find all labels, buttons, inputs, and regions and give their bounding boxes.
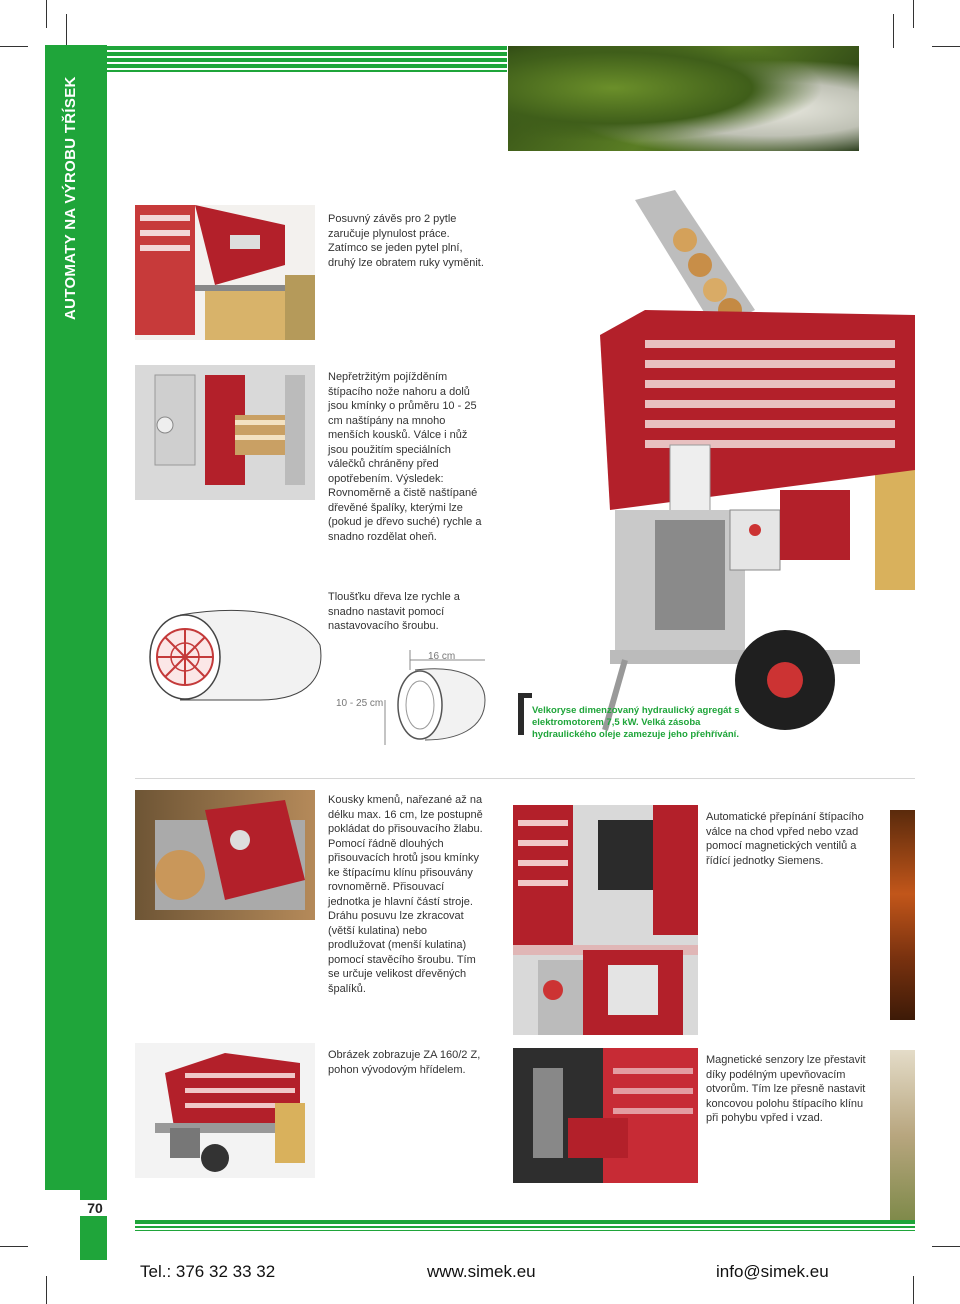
splitting-rollers-photo [135, 365, 315, 500]
wood-photo [890, 1050, 915, 1220]
header-stripes [107, 46, 507, 72]
text-bag-holder: Posuvný závěs pro 2 pytle zaručuje plynulost práce. Zatímco se jeden pytel plní, druhý lze obratem ruky vyměnit. [328, 213, 484, 269]
crop-mark [46, 1276, 47, 1304]
sidebar-title: AUTOMATY NA VÝROBU TŘÍSEK [62, 76, 79, 320]
crop-mark [0, 46, 28, 47]
crop-mark [0, 1246, 28, 1247]
valves-photo [513, 805, 698, 1035]
text-thickness: Tloušťku dřeva lze rychle a snadno nastavit pomocí nastavovacího šroubu. [328, 591, 460, 632]
oak-leaves-photo [508, 46, 859, 151]
text-sensors: Magnetické senzory lze přestavit díky podélným upevňovacím otvorům. Tím lze přesně nastavit koncovou polohu štípacího klínu při pohybu vpřed i vzad. [706, 1054, 866, 1124]
footer-website[interactable]: www.simek.eu [427, 1262, 536, 1281]
footer-email[interactable]: info@simek.eu [716, 1262, 829, 1281]
text-feed: Kousky kmenů, nařezané až na délku max. 16 cm, lze postupně pokládat do přisouvacího žlabu. Pomocí řádně dlouhých přisouvacích hrotů jsou kmínky ke štípacímu klínu přisouvány rovnoměrně. Přisouvací jednotka je hlavní částí stroje. Dráhu posuvu lze zkracovat (větší kulatina) nebo prodlužovat (menší kulatina) pomocí stavěcího šroubu. Tím se určuje velikost dřevěných špalíků. [328, 794, 483, 995]
splitting-machine-photo [515, 190, 915, 750]
crop-mark [932, 1246, 960, 1247]
text-splitting: Nepřetržitým pojížděním štípacího nože nahoru a dolů jsou kmínky o průměru 10 - 25 cm naštípány na mnoho menších kousků. Válce i nůž jsou použitím speciálních válečků chráněny před opotřebením. Výsledek: Rovnoměrně a čistě naštípané dřevěné špalíky, kterými lze (pokud je dřevo suché) rychle a snadno rozdělat oheň. [328, 371, 482, 543]
crop-mark [913, 0, 914, 28]
crop-mark [913, 1276, 914, 1304]
crop-mark [46, 0, 47, 28]
length-label: 16 cm [428, 651, 456, 662]
bag-holder-photo [135, 205, 315, 340]
log-illustration [140, 605, 330, 705]
diameter-label: 10 - 25 cm [336, 698, 384, 709]
bottom-stripes [135, 1220, 915, 1234]
text-pto: Obrázek zobrazuje ZA 160/2 Z, pohon vývodovým hřídelem. [328, 1049, 481, 1076]
caption-text: Velkoryse dimenzovaný hydraulický agregát s elektromotorem 7,5 kW. Velká zásoba hydraulického oleje zamezuje jeho přehřívání. [532, 705, 740, 740]
page-number: 70 [80, 1200, 110, 1216]
feed-unit-photo [135, 790, 315, 920]
section-divider [135, 778, 915, 779]
footer-phone: Tel.: 376 32 33 32 [140, 1262, 276, 1281]
dimension-diagram [335, 645, 495, 745]
crop-mark [893, 14, 894, 48]
crop-mark [932, 46, 960, 47]
caption-bracket [518, 693, 524, 735]
caption-bracket [518, 693, 532, 698]
magnetic-sensors-photo [513, 1048, 698, 1183]
text-siemens: Automatické přepínání štípacího válce na chod vpřed nebo vzad pomocí magnetických ventilů a řídící jednotky Siemens. [706, 811, 864, 867]
pto-model-photo [135, 1043, 315, 1178]
fire-photo [890, 810, 915, 1020]
crop-mark [66, 14, 67, 48]
